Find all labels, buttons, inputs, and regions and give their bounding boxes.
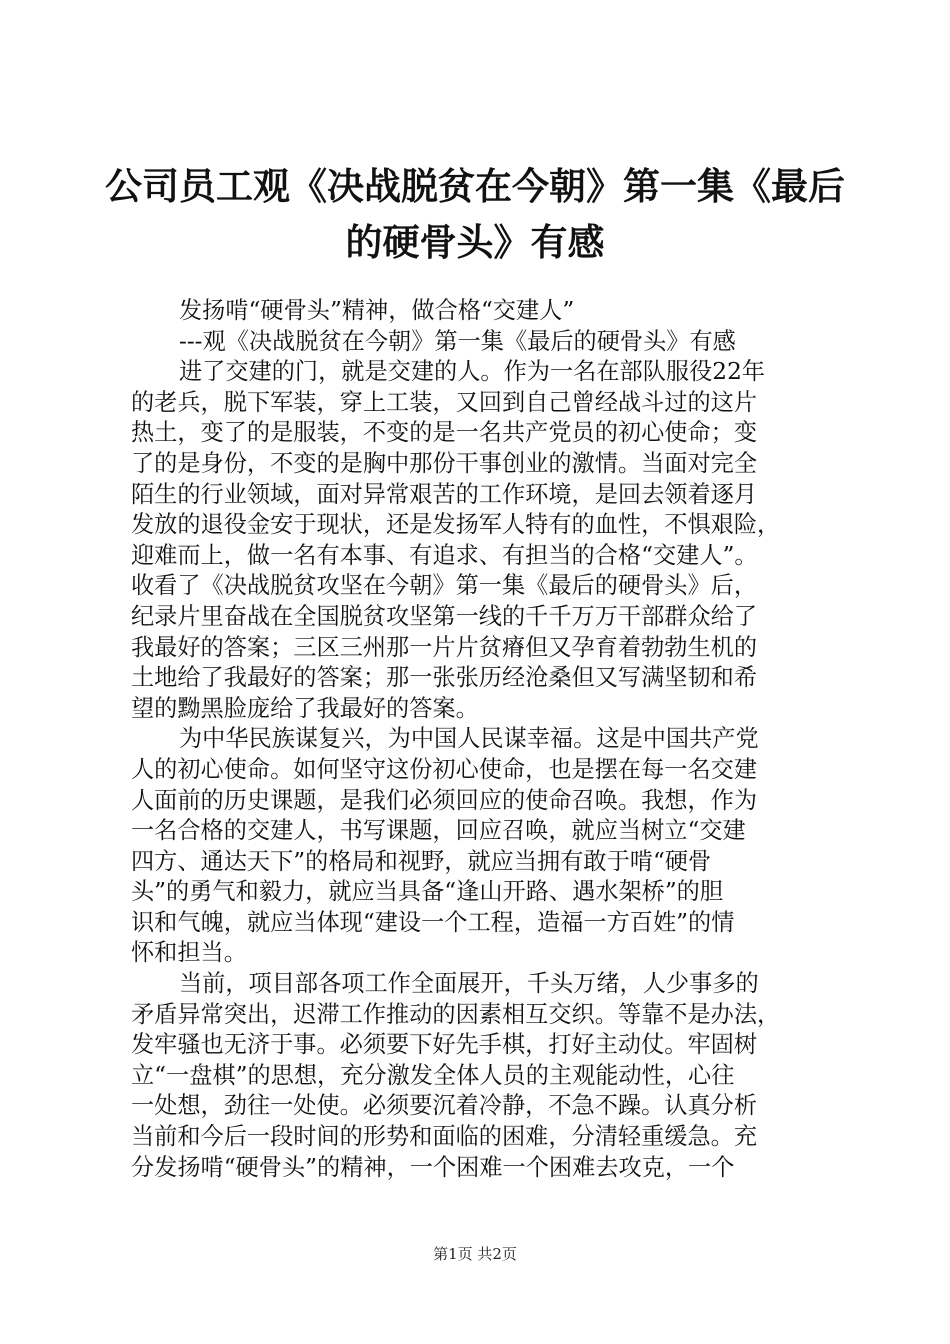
- paragraph-2-line: 人的初心使命。如何坚守这份初心使命，也是摆在每一名交建: [131, 755, 758, 783]
- paragraph-3-line: 矛盾异常突出，迟滞工作推动的因素相互交织。等靠不是办法，: [131, 1000, 781, 1028]
- paragraph-2-line: 怀和担当。: [131, 939, 247, 967]
- paragraph-2-line: 四方、通达天下”的格局和视野，就应当拥有敢于啃“硬骨: [131, 847, 712, 875]
- paragraph-2-line: 头”的勇气和毅力，就应当具备“逢山开路、遇水架桥”的胆: [131, 878, 724, 906]
- paragraph-3-line: 立“一盘棋”的思想，充分激发全体人员的主观能动性，心往: [131, 1061, 735, 1089]
- paragraph-1-line: 收看了《决战脱贫攻坚在今朝》第一集《最后的硬骨头》后，: [131, 572, 758, 600]
- title-line-2: 的硬骨头》有感: [345, 220, 605, 264]
- paragraph-1-line: 的老兵，脱下军装，穿上工装，又回到自己曾经战斗过的这片: [131, 388, 758, 416]
- subtitle-source: ---观《决战脱贫在今朝》第一集《最后的硬骨头》有感: [179, 327, 736, 355]
- paragraph-1-line: 发放的退役金安于现状，还是发扬军人特有的血性，不惧艰险，: [131, 511, 781, 539]
- paragraph-1-line: 望的黝黑脸庞给了我最好的答案。: [131, 694, 479, 722]
- paragraph-1-line: 土地给了我最好的答案；那一张张历经沧桑但又写满坚韧和希: [131, 664, 758, 692]
- document-title: [100, 158, 850, 270]
- paragraph-1-line: 了的是身份，不变的是胸中那份干事创业的激情。当面对完全: [131, 449, 758, 477]
- paragraph-2-line: 识和气魄，就应当体现“建设一个工程，造福一方百姓”的情: [131, 908, 735, 936]
- paragraph-1-line: 迎难而上，做一名有本事、有追求、有担当的合格“交建人”。: [131, 541, 758, 569]
- paragraph-3-line: 分发扬啃“硬骨头”的精神，一个困难一个困难去攻克，一个: [131, 1153, 735, 1181]
- paragraph-3-line: 当前，项目部各项工作全面展开，千头万绪，人少事多的: [179, 970, 759, 998]
- paragraph-1-line: 我最好的答案；三区三州那一片片贫瘠但又孕育着勃勃生机的: [131, 633, 758, 661]
- paragraph-3-line: 一处想，劲往一处使。必须要沉着冷静，不急不躁。认真分析: [131, 1092, 758, 1120]
- paragraph-2-line: 人面前的历史课题，是我们必须回应的使命召唤。我想，作为: [131, 786, 758, 814]
- document-body: [131, 296, 831, 1183]
- paragraph-1-line: 陌生的行业领域，面对异常艰苦的工作环境，是回去领着逐月: [131, 480, 758, 508]
- paragraph-3-line: 发牢骚也无济于事。必须要下好先手棋，打好主动仗。牢固树: [131, 1031, 758, 1059]
- paragraph-1-line: 纪录片里奋战在全国脱贫攻坚第一线的千千万万干部群众给了: [131, 602, 758, 630]
- paragraph-2-line: 一名合格的交建人，书写课题，回应召唤，就应当树立“交建: [131, 817, 746, 845]
- title-line-1: 公司员工观《决战脱贫在今朝》第一集《最后: [105, 164, 845, 208]
- paragraph-1-line: 热土，变了的是服装，不变的是一名共产党员的初心使命；变: [131, 419, 758, 447]
- page-number: 第1页 共2页: [433, 1245, 517, 1263]
- paragraph-1-line: 进了交建的门，就是交建的人。作为一名在部队服役22年: [179, 358, 766, 386]
- paragraph-2-line: 为中华民族谋复兴，为中国人民谋幸福。这是中国共产党: [179, 725, 759, 753]
- paragraph-3-line: 当前和今后一段时间的形势和面临的困难，分清轻重缓急。充: [131, 1123, 758, 1151]
- subtitle: 发扬啃“硬骨头”精神，做合格“交建人”: [179, 297, 575, 324]
